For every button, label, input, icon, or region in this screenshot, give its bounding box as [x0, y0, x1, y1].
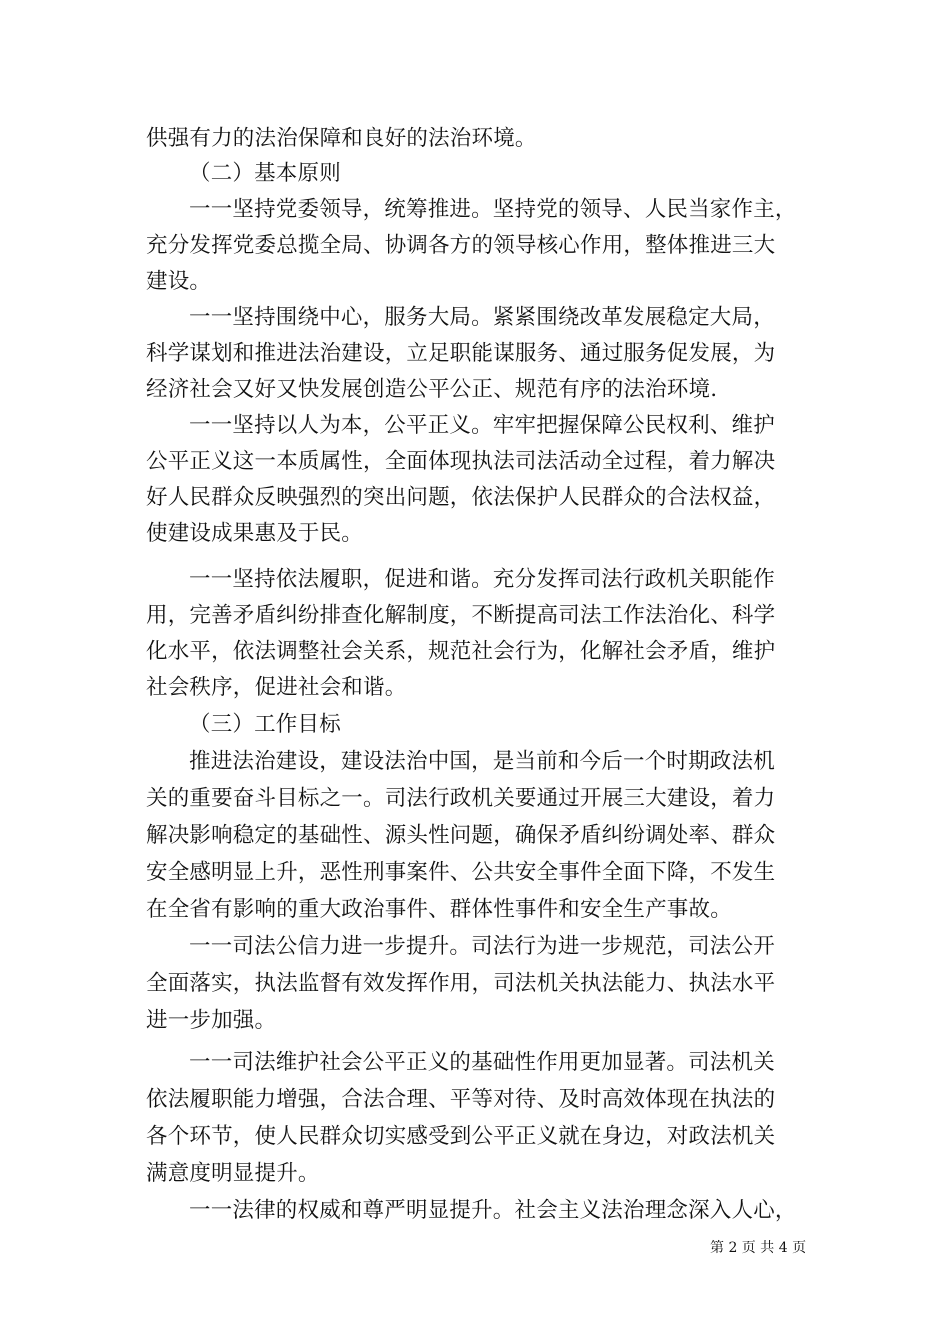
text-line: 科学谋划和推进法治建设，立足职能谋服务、通过服务促发展，为 — [146, 341, 776, 366]
section-heading: （三）工作目标 — [189, 712, 341, 737]
text-line: 社会秩序，促进社会和谐。 — [146, 675, 407, 700]
text-line: 一一坚持以人为本，公平正义。牢牢把握保障公民权利、维护 — [189, 413, 775, 438]
text-line: 进一步加强。 — [146, 1008, 277, 1033]
text-line: 使建设成果惠及于民。 — [146, 521, 364, 546]
text-line: 化水平，依法调整社会关系，规范社会行为，化解社会矛盾，维护 — [146, 639, 776, 664]
text-line: 一一司法公信力进一步提升。司法行为进一步规范，司法公开 — [189, 934, 775, 959]
text-line: 全面落实，执法监督有效发挥作用，司法机关执法能力、执法水平 — [146, 971, 776, 996]
text-line: 一一法律的权威和尊严明显提升。社会主义法治理念深入人心， — [189, 1198, 797, 1223]
text-line: 公平正义这一本质属性，全面体现执法司法活动全过程，着力解决 — [146, 449, 776, 474]
page-number-footer: 第 2 页 共 4 页 — [710, 1240, 807, 1256]
text-line: 一一司法维护社会公平正义的基础性作用更加显著。司法机关 — [189, 1050, 775, 1075]
text-line: 满意度明显提升。 — [146, 1161, 320, 1186]
text-line: 关的重要奋斗目标之一。司法行政机关要通过开展三大建设，着力 — [146, 786, 776, 811]
text-line: 用，完善矛盾纠纷排查化解制度，不断提高司法工作法治化、科学 — [146, 603, 776, 628]
text-line: 依法履职能力增强，合法合理、平等对待、及时高效体现在执法的 — [146, 1087, 776, 1112]
text-line: 一一坚持依法履职，促进和谐。充分发挥司法行政机关职能作 — [189, 567, 775, 592]
text-line: 各个环节，使人民群众切实感受到公平正义就在身边，对政法机关 — [146, 1124, 776, 1149]
text-line: 在全省有影响的重大政治事件、群体性事件和安全生产事故。 — [146, 897, 732, 922]
text-line: 一一坚持围绕中心，服务大局。紧紧围绕改革发展稳定大局， — [189, 305, 775, 330]
section-heading: （二）基本原则 — [189, 161, 341, 186]
text-line: 解决影响稳定的基础性、源头性问题，确保矛盾纠纷调处率、群众 — [146, 823, 776, 848]
text-line: 供强有力的法治保障和良好的法治环境。 — [146, 126, 537, 151]
text-line: 安全感明显上升，恶性刑事案件、公共安全事件全面下降，不发生 — [146, 860, 776, 885]
text-line: 建设。 — [146, 269, 212, 294]
text-line: 一一坚持党委领导，统筹推进。坚持党的领导、人民当家作主， — [189, 197, 797, 222]
text-line: 经济社会又好又快发展创造公平公正、规范有序的法治环境. — [146, 377, 718, 402]
text-line: 好人民群众反映强烈的突出问题，依法保护人民群众的合法权益， — [146, 485, 776, 510]
text-line: 充分发挥党委总揽全局、协调各方的领导核心作用，整体推进三大 — [146, 233, 776, 258]
text-line: 推进法治建设，建设法治中国，是当前和今后一个时期政法机 — [189, 749, 775, 774]
